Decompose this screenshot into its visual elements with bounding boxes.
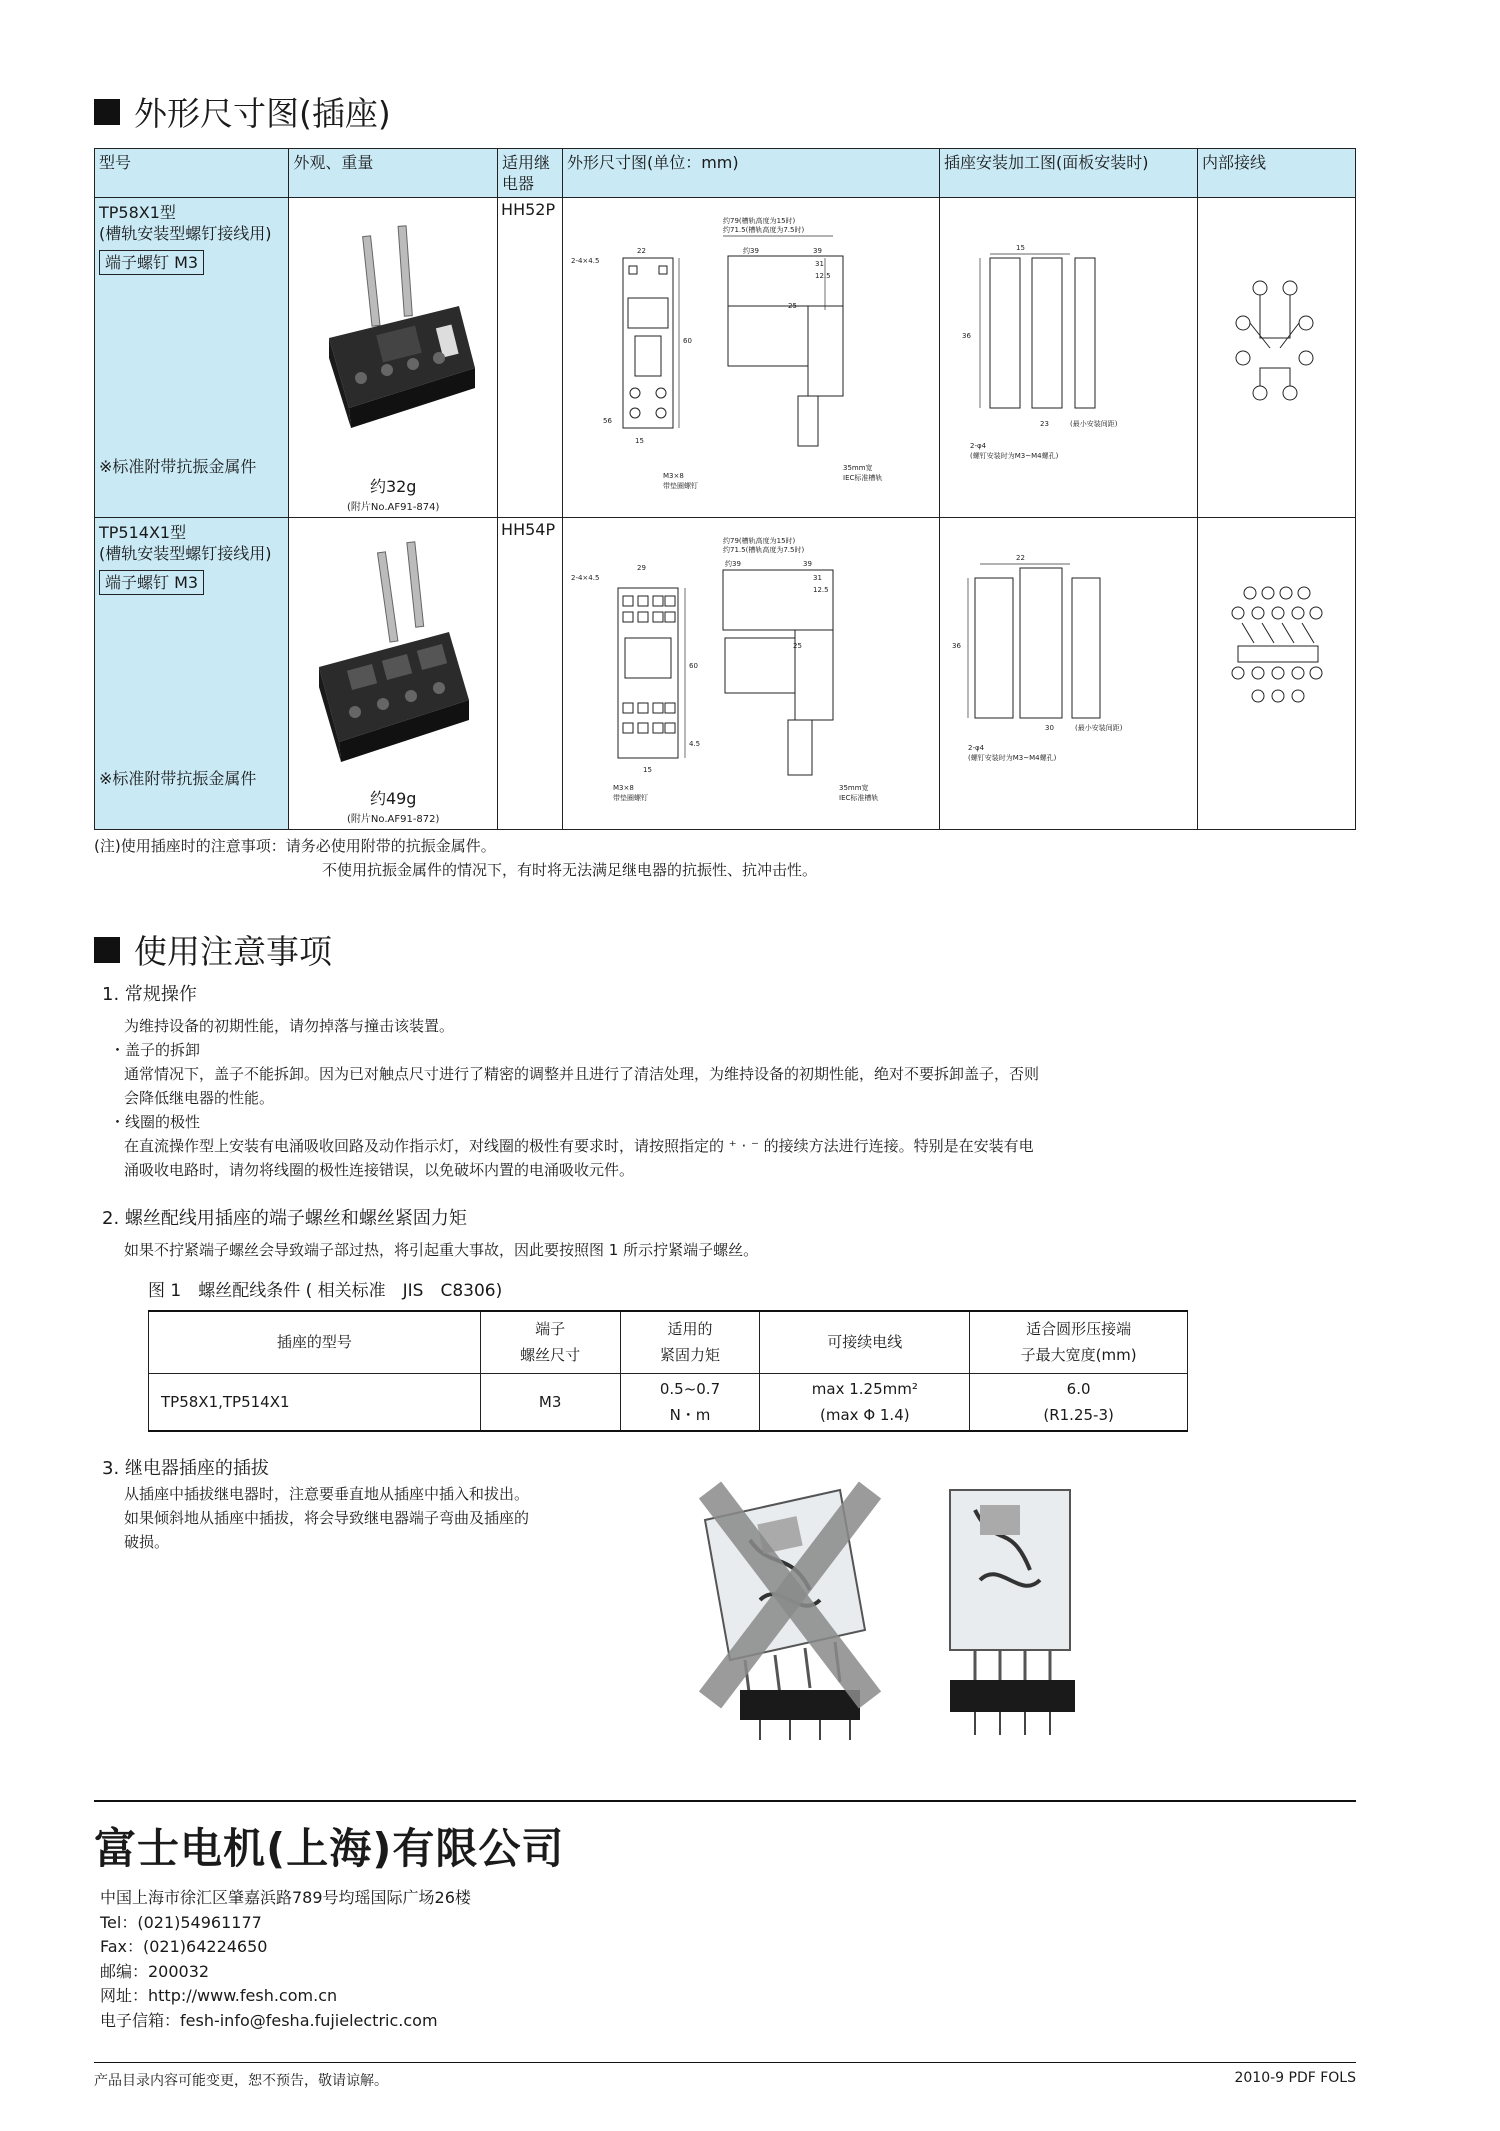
weight-label: 约32g <box>369 477 417 496</box>
relay-insert-wrong-photo <box>690 1480 890 1750</box>
mounting-drawing-cell <box>939 198 1197 518</box>
document-code: 2010-9 PDF FOLS <box>1234 2070 1356 2086</box>
header-appearance: 外观、重量 <box>289 149 498 198</box>
company-postcode: 邮编：200032 <box>100 1962 210 1981</box>
svg-text:(螺钉安装时为M3~M4螺孔): (螺钉安装时为M3~M4螺孔) <box>969 452 1059 460</box>
svg-text:IEC标准槽轨: IEC标准槽轨 <box>838 794 879 802</box>
footer-divider <box>94 1800 1356 1802</box>
svg-text:12.5: 12.5 <box>814 272 831 280</box>
screw-badge: 端子螺钉 M3 <box>99 250 204 275</box>
svg-text:带垫圈螺钉: 带垫圈螺钉 <box>612 794 648 802</box>
svg-text:60: 60 <box>688 662 698 670</box>
svg-text:12.5: 12.5 <box>812 586 829 594</box>
svg-text:39: 39 <box>812 247 822 255</box>
item1-title: 1. 常规操作 <box>102 984 197 1005</box>
svg-text:22: 22 <box>636 247 646 255</box>
weight-label: 约49g <box>369 789 417 808</box>
header-mounting: 插座安装加工图(面板安装时) <box>939 149 1197 198</box>
svg-text:25: 25 <box>792 642 802 650</box>
svg-text:约79(槽轨高度为15时): 约79(槽轨高度为15时) <box>722 537 796 545</box>
header-torque: 适用的 紧固力矩 <box>620 1311 760 1373</box>
item1-bullet-polarity: ・线圈的极性 <box>110 1113 201 1131</box>
svg-text:60: 60 <box>682 337 692 345</box>
svg-text:约71.5(槽轨高度为7.5时): 约71.5(槽轨高度为7.5时) <box>722 226 805 234</box>
header-relay: 适用继电器 <box>498 149 563 198</box>
item1-polarity-text-2: 涌吸收电路时，请勿将线圈的极性连接错误，以免破坏内置的电涌吸收元件。 <box>124 1161 635 1179</box>
model-name: TP514X1型 <box>99 523 187 542</box>
usage-note: (注)使用插座时的注意事项：请务必使用附带的抗振金属件。 <box>94 837 496 855</box>
table-row <box>149 1373 1188 1431</box>
svg-text:约39: 约39 <box>724 560 741 568</box>
svg-text:15: 15 <box>642 766 652 774</box>
svg-text:2-φ4: 2-φ4 <box>969 442 987 450</box>
header-wiring: 内部接线 <box>1197 149 1355 198</box>
table-row <box>95 518 1356 830</box>
section-title-text: 使用注意事项 <box>134 932 332 971</box>
accessory-note: ※标准附带抗振金属件 <box>99 769 257 788</box>
model-cell <box>95 198 289 518</box>
company-website[interactable]: 网址：http://www.fesh.com.cn <box>100 1986 338 2005</box>
svg-text:(螺钉安装时为M3~M4螺孔): (螺钉安装时为M3~M4螺孔) <box>967 754 1057 762</box>
svg-text:(最小安装间距): (最小安装间距) <box>1074 724 1123 732</box>
svg-text:2-4×4.5: 2-4×4.5 <box>570 257 600 265</box>
header-screw-size: 端子 螺丝尺寸 <box>480 1311 620 1373</box>
wiring-diagram-cell <box>1197 518 1355 830</box>
socket-photo-tp58x1 <box>289 218 500 468</box>
cell-wire: max 1.25mm² (max Φ 1.4) <box>760 1373 970 1431</box>
item2-title: 2. 螺丝配线用插座的端子螺丝和螺丝紧固力矩 <box>102 1208 467 1229</box>
svg-text:15: 15 <box>1015 244 1025 252</box>
cell-terminal-width: 6.0 (R1.25-3) <box>970 1373 1188 1431</box>
svg-text:23: 23 <box>1039 420 1049 428</box>
dimension-drawing-tp58x1 <box>563 198 939 513</box>
item2-text: 如果不拧紧端子螺丝会导致端子部过热，将引起重大事故，因此要按照图 1 所示拧紧端子螺丝。 <box>124 1241 759 1259</box>
mounting-drawing-tp514x1 <box>940 518 1197 825</box>
item1-text: 为维持设备的初期性能，请勿掉落与撞击该装置。 <box>124 1017 455 1035</box>
cell-screw-size: M3 <box>480 1373 620 1431</box>
company-fax: Fax：(021)64224650 <box>100 1937 268 1956</box>
header-wire: 可接续电线 <box>760 1311 970 1373</box>
item3-text-1: 从插座中插拔继电器时，注意要垂直地从插座中插入和拔出。 <box>124 1485 530 1503</box>
svg-text:约39: 约39 <box>742 247 759 255</box>
cell-torque: 0.5~0.7 N・m <box>620 1373 760 1431</box>
svg-text:(最小安装间距): (最小安装间距) <box>1069 420 1118 428</box>
dimension-drawing-cell <box>562 198 939 518</box>
figure-caption: 图 1 螺丝配线条件 ( 相关标准 JIS C8306) <box>148 1281 503 1301</box>
section-title-precautions <box>94 926 332 973</box>
svg-text:56: 56 <box>602 417 612 425</box>
mounting-drawing-cell <box>939 518 1197 830</box>
svg-text:2-4×4.5: 2-4×4.5 <box>570 574 600 582</box>
svg-text:36: 36 <box>961 332 971 340</box>
mounting-drawing-tp58x1 <box>940 198 1197 513</box>
item3-title: 3. 继电器插座的插拔 <box>102 1458 269 1479</box>
svg-text:36: 36 <box>951 642 961 650</box>
table-header-row <box>149 1311 1188 1373</box>
company-address: 中国上海市徐汇区肇嘉浜路789号均瑶国际广场26楼 <box>100 1888 471 1907</box>
socket-photo-tp514x1 <box>289 532 500 782</box>
model-desc: (槽轨安装型螺钉接线用) <box>99 224 272 243</box>
accessory-note: ※标准附带抗振金属件 <box>99 457 257 476</box>
svg-text:31: 31 <box>814 260 824 268</box>
item3-text-2: 如果倾斜地从插座中插拔，将会导致继电器端子弯曲及插座的 <box>124 1509 530 1527</box>
svg-text:IEC标准槽轨: IEC标准槽轨 <box>842 474 883 482</box>
photo-cell <box>289 198 498 518</box>
item1-cover-text-2: 会降低继电器的性能。 <box>124 1089 275 1107</box>
relay-cell: HH52P <box>498 198 563 518</box>
model-name: TP58X1型 <box>99 203 176 222</box>
item1-bullet-cover: ・盖子的拆卸 <box>110 1041 201 1059</box>
section-title-text: 外形尺寸图(插座) <box>134 94 391 133</box>
svg-text:35mm宽: 35mm宽 <box>838 784 869 792</box>
svg-text:30: 30 <box>1044 724 1054 732</box>
photo-cell <box>289 518 498 830</box>
disclaimer-text: 产品目录内容可能变更，恕不预告，敬请谅解。 <box>94 2073 388 2089</box>
header-dims: 外形尺寸图(单位：mm) <box>562 149 939 198</box>
svg-text:29: 29 <box>636 564 646 572</box>
svg-text:39: 39 <box>802 560 812 568</box>
wiring-diagram-cell <box>1197 198 1355 518</box>
svg-text:22: 22 <box>1015 554 1025 562</box>
square-bullet-icon <box>94 937 120 963</box>
table-header-row <box>95 149 1356 198</box>
relay-insert-correct-photo <box>940 1480 1090 1755</box>
svg-text:15: 15 <box>634 437 644 445</box>
section-title-dimensions <box>94 88 391 135</box>
svg-text:M3×8: M3×8 <box>612 784 634 792</box>
svg-text:M3×8: M3×8 <box>662 472 684 480</box>
item1-cover-text: 通常情况下，盖子不能拆卸。因为已对触点尺寸进行了精密的调整并且进行了清洁处理，为维持设备的初期性能，绝对不要拆卸盖子，否则 <box>124 1065 1040 1083</box>
header-model: 型号 <box>95 149 289 198</box>
svg-text:35mm宽: 35mm宽 <box>842 464 873 472</box>
svg-text:约79(槽轨高度为15时): 约79(槽轨高度为15时) <box>722 217 796 225</box>
header-socket-model: 插座的型号 <box>149 1311 481 1373</box>
screw-badge: 端子螺钉 M3 <box>99 570 204 595</box>
screw-wiring-table <box>148 1310 1188 1432</box>
svg-text:2-φ4: 2-φ4 <box>967 744 985 752</box>
table-row <box>95 198 1356 518</box>
item1-polarity-text: 在直流操作型上安装有电涌吸收回路及动作指示灯，对线圈的极性有要求时，请按照指定的 ⁺ · ⁻ 的接续方法进行连接。特别是在安装有电 <box>124 1137 1034 1155</box>
company-tel: Tel：(021)54961177 <box>100 1913 262 1932</box>
company-name: 富士电机(上海)有限公司 <box>94 1824 565 1873</box>
model-cell <box>95 518 289 830</box>
model-desc: (槽轨安装型螺钉接线用) <box>99 544 272 563</box>
dimension-drawing-tp514x1 <box>563 518 939 825</box>
wiring-diagram-tp514x1 <box>1198 518 1355 825</box>
wiring-diagram-tp58x1 <box>1198 198 1355 513</box>
svg-text:带垫圈螺钉: 带垫圈螺钉 <box>662 482 698 490</box>
bottom-divider <box>94 2062 1356 2063</box>
company-email[interactable]: 电子信箱：fesh-info@fesha.fujielectric.com <box>100 2011 438 2030</box>
svg-text:31: 31 <box>812 574 822 582</box>
part-number: (附片No.AF91-874) <box>347 502 440 513</box>
header-terminal-width: 适合圆形压接端 子最大宽度(mm) <box>970 1311 1188 1373</box>
svg-text:25: 25 <box>787 302 797 310</box>
svg-text:4.5: 4.5 <box>688 740 701 748</box>
relay-cell: HH54P <box>498 518 563 830</box>
dimension-drawing-cell <box>562 518 939 830</box>
socket-spec-table <box>94 148 1356 830</box>
svg-text:约71.5(槽轨高度为7.5时): 约71.5(槽轨高度为7.5时) <box>722 546 805 554</box>
cell-socket-model: TP58X1,TP514X1 <box>149 1373 481 1431</box>
item3-text-3: 破损。 <box>124 1533 170 1551</box>
usage-note-detail: 不使用抗振金属件的情况下，有时将无法满足继电器的抗振性、抗冲击性。 <box>322 861 818 879</box>
part-number: (附片No.AF91-872) <box>347 814 440 825</box>
square-bullet-icon <box>94 99 120 125</box>
